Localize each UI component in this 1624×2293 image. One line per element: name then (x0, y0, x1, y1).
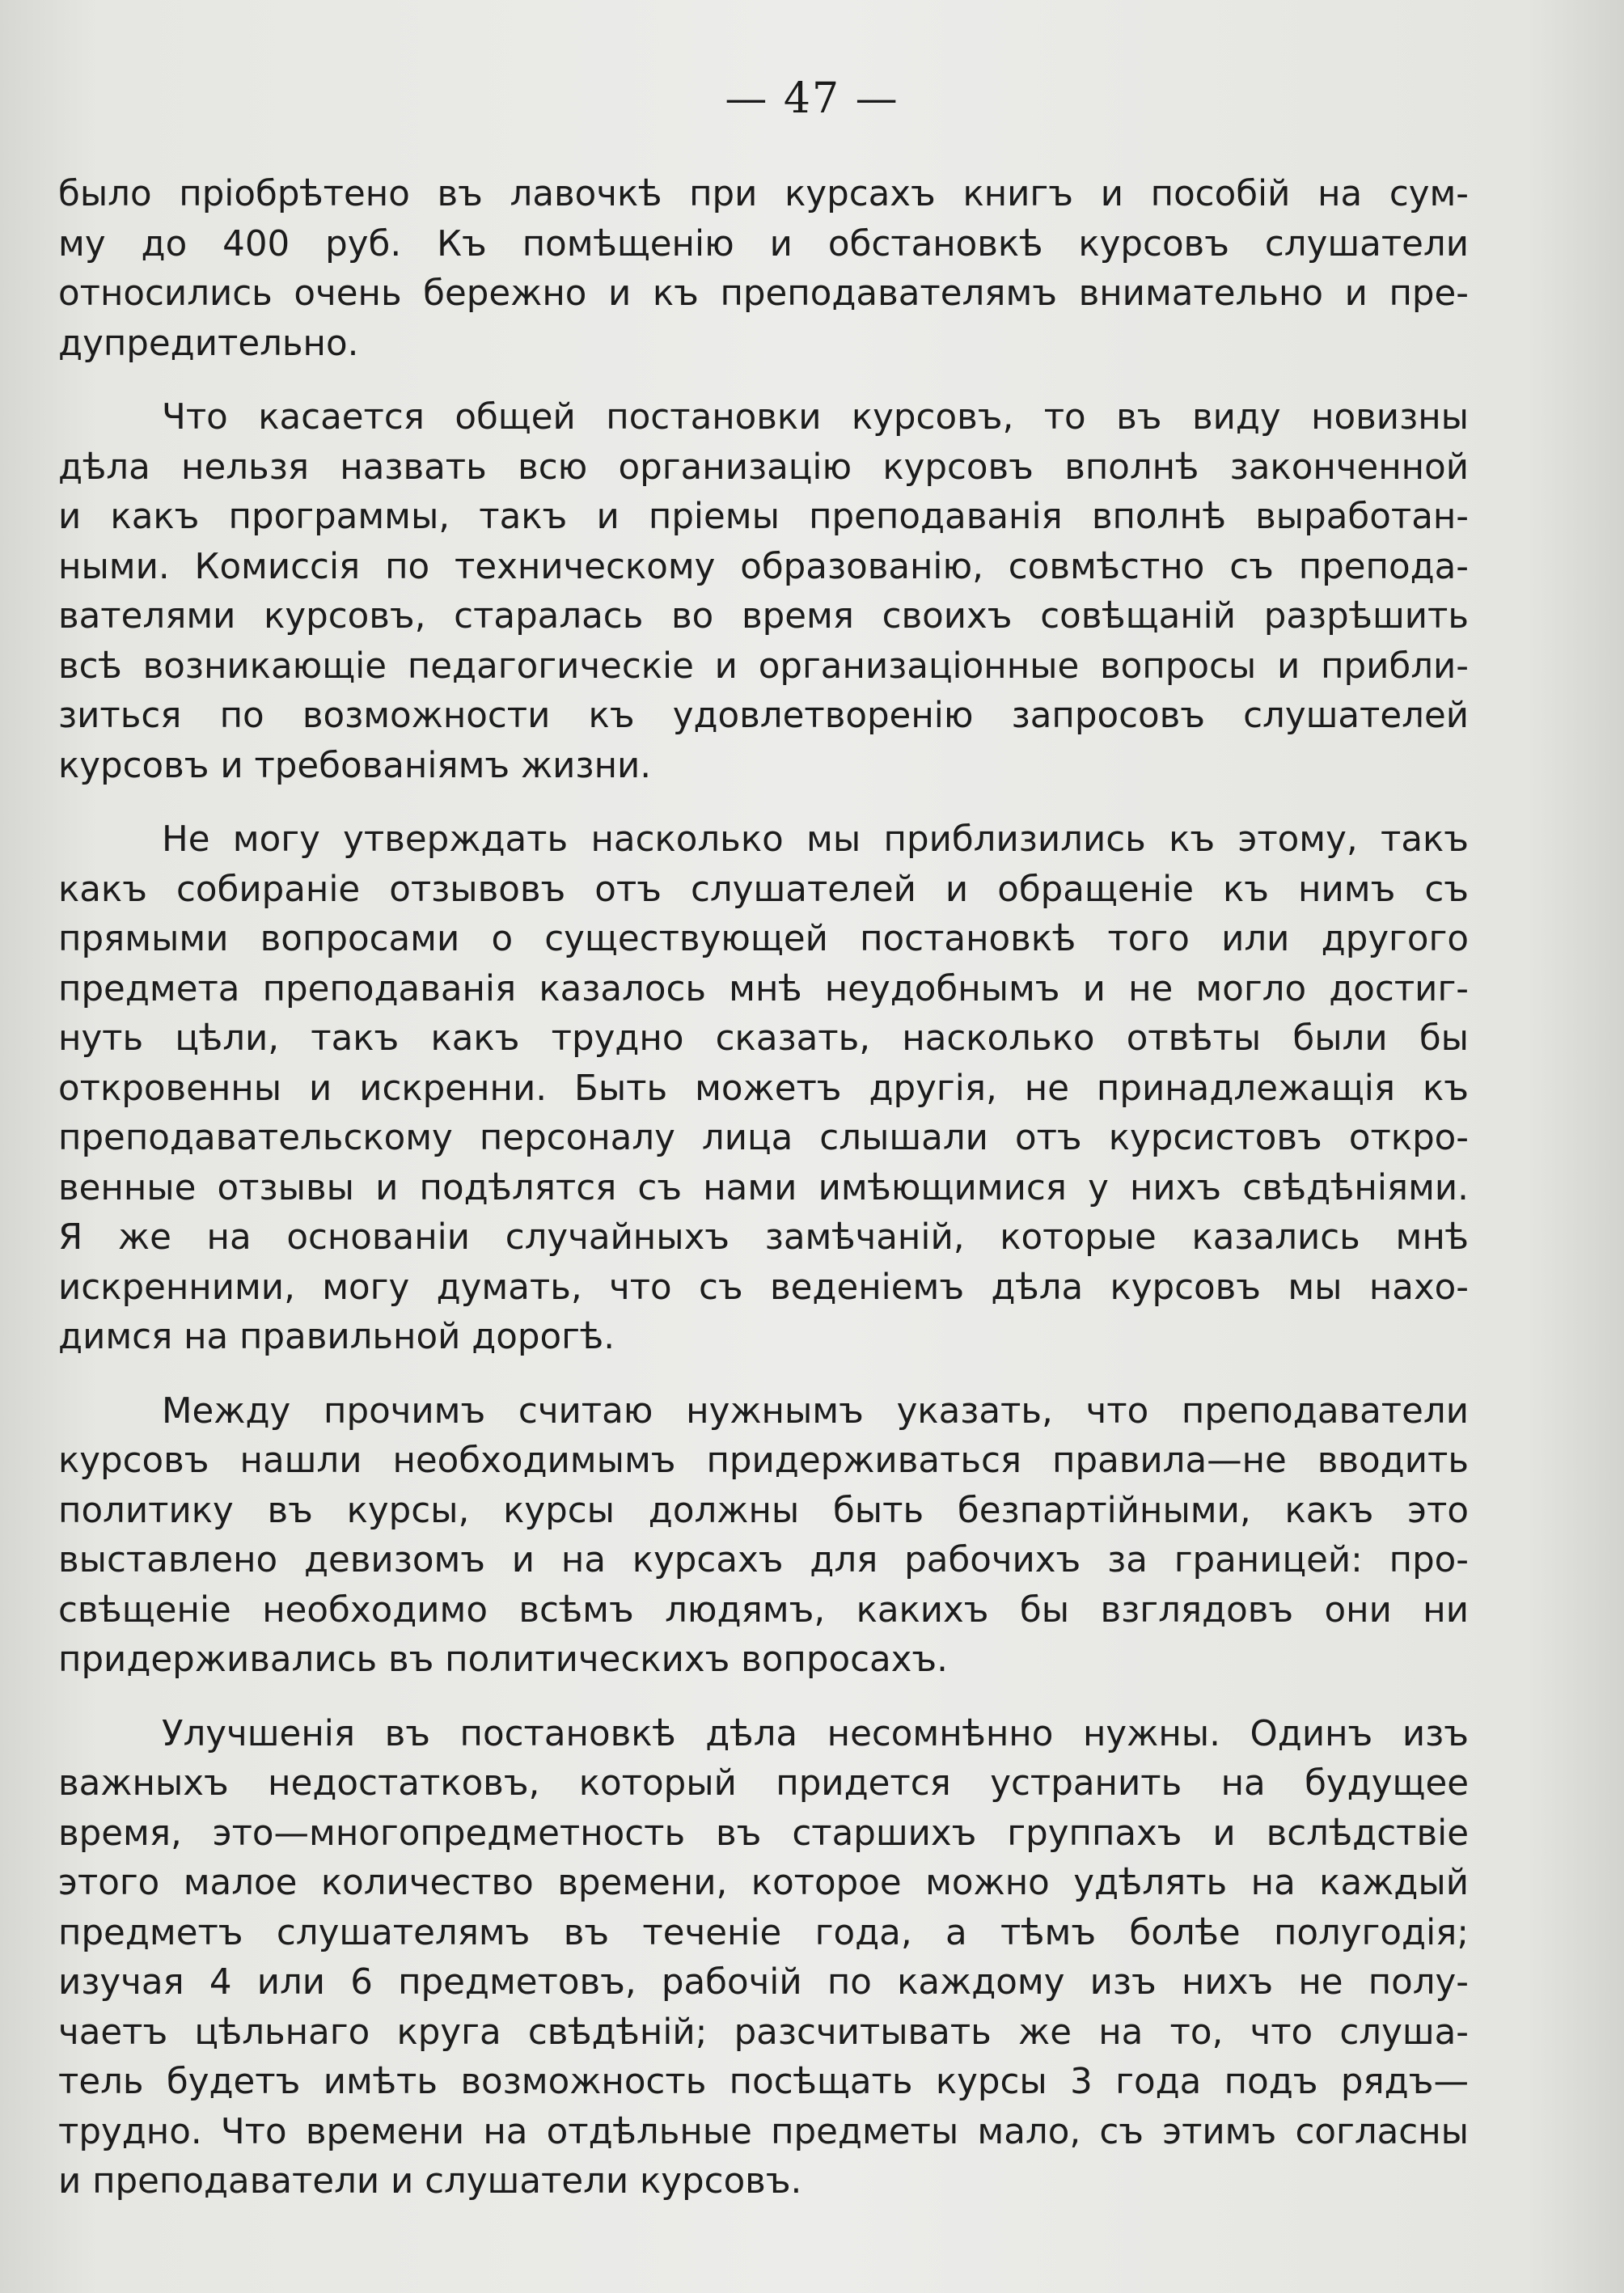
text-line: какъ собираніе отзывовъ отъ слушателей и обращеніе къ нимъ съ (58, 869, 1469, 910)
text-line: прямыми вопросами о существующей постановкѣ того или другого (58, 919, 1469, 959)
text-line: относились очень бережно и къ преподавателямъ внимательно и пре- (58, 273, 1469, 314)
text-line: трудно. Что времени на отдѣльные предметы мало, съ этимъ согласны (58, 2111, 1469, 2152)
text-line: Улучшенія въ постановкѣ дѣла несомнѣнно нужны. Одинъ изъ (162, 1713, 1469, 1754)
text-line: димся на правильной дорогѣ. (58, 1317, 615, 1357)
paragraph-3 (58, 815, 1469, 1363)
text-line: вателями курсовъ, старалась во время своихъ совѣщаній разрѣшить (58, 596, 1469, 637)
text-line: откровенны и искренни. Быть можетъ другія, не принадлежащія къ (58, 1068, 1469, 1109)
text-line: тель будетъ имѣть возможность посѣщать курсы 3 года подъ рядъ— (58, 2062, 1469, 2102)
text-line: предмета преподаванія казалось мнѣ неудобнымъ и не могло достиг- (58, 968, 1469, 1009)
text-line: придерживались въ политическихъ вопросахъ. (58, 1639, 948, 1680)
text-line: было пріобрѣтено въ лавочкѣ при курсахъ книгъ и пособій на сум- (58, 174, 1469, 214)
text-line: ными. Комиссія по техническому образованію, совмѣстно съ препода- (58, 546, 1469, 587)
text-line: и какъ программы, такъ и пріемы преподаванія вполнѣ выработан- (58, 497, 1469, 537)
paragraph-1 (58, 170, 1469, 369)
text-line: всѣ возникающіе педагогическіе и организаціонные вопросы и прибли- (58, 645, 1469, 687)
text-line: этого малое количество времени, которое можно удѣлять на каждый (58, 1863, 1469, 1903)
text-line: Я же на основаніи случайныхъ замѣчаній, которые казались мнѣ (58, 1217, 1469, 1258)
text-line: зиться по возможности къ удовлетворенію запросовъ слушателей (58, 696, 1469, 736)
text-line: Что касается общей постановки курсовъ, то въ виду новизны (162, 397, 1469, 438)
text-line: политику въ курсы, курсы должны быть безпартійными, какъ это (58, 1490, 1469, 1531)
page-number: — 47 — (725, 74, 899, 123)
text-line: венные отзывы и подѣлятся съ нами имѣющимися у нихъ свѣдѣніями. (58, 1167, 1469, 1208)
text-line: курсовъ и требованіямъ жизни. (58, 745, 652, 786)
text-line: время, это—многопредметность въ старшихъ группахъ и вслѣдствіе (58, 1813, 1469, 1854)
text-line: дупредительно. (58, 323, 359, 364)
paragraph-2 (58, 393, 1469, 791)
text-line: предметъ слушателямъ въ теченіе года, а тѣмъ болѣе полугодія; (58, 1912, 1469, 1953)
paragraph-5 (58, 1710, 1469, 2207)
text-line: искренними, могу думать, что съ веденіемъ дѣла курсовъ мы нахо- (58, 1267, 1469, 1308)
text-line: дѣла нельзя назвать всю организацію курсовъ вполнѣ законченной (58, 446, 1469, 488)
text-line: нуть цѣли, такъ какъ трудно сказать, насколько отвѣты были бы (58, 1018, 1469, 1059)
paragraph-4 (58, 1387, 1469, 1686)
text-line: му до 400 руб. Къ помѣщенію и обстановкѣ курсовъ слушатели (58, 223, 1469, 264)
text-line: и преподаватели и слушатели курсовъ. (58, 2161, 802, 2202)
text-line: свѣщеніе необходимо всѣмъ людямъ, какихъ бы взглядовъ они ни (58, 1589, 1469, 1631)
page-body-text (58, 170, 1469, 2232)
text-line: Не могу утверждать насколько мы приблизились къ этому, такъ (162, 819, 1469, 860)
text-line: важныхъ недостатковъ, который придется устранить на будущее (58, 1763, 1469, 1804)
text-line: Между прочимъ считаю нужнымъ указать, что преподаватели (162, 1390, 1469, 1432)
text-line: преподавательскому персоналу лица слышали отъ курсистовъ откро- (58, 1118, 1469, 1158)
text-line: курсовъ нашли необходимымъ придерживаться правила—не вводить (58, 1441, 1469, 1481)
text-line: выставлено девизомъ и на курсахъ для рабочихъ за границей: про- (58, 1540, 1469, 1580)
text-line: чаетъ цѣльнаго круга свѣдѣній; разсчитывать же на то, что слуша- (58, 2012, 1469, 2053)
text-line: изучая 4 или 6 предметовъ, рабочій по каждому изъ нихъ не полу- (58, 1962, 1469, 2003)
